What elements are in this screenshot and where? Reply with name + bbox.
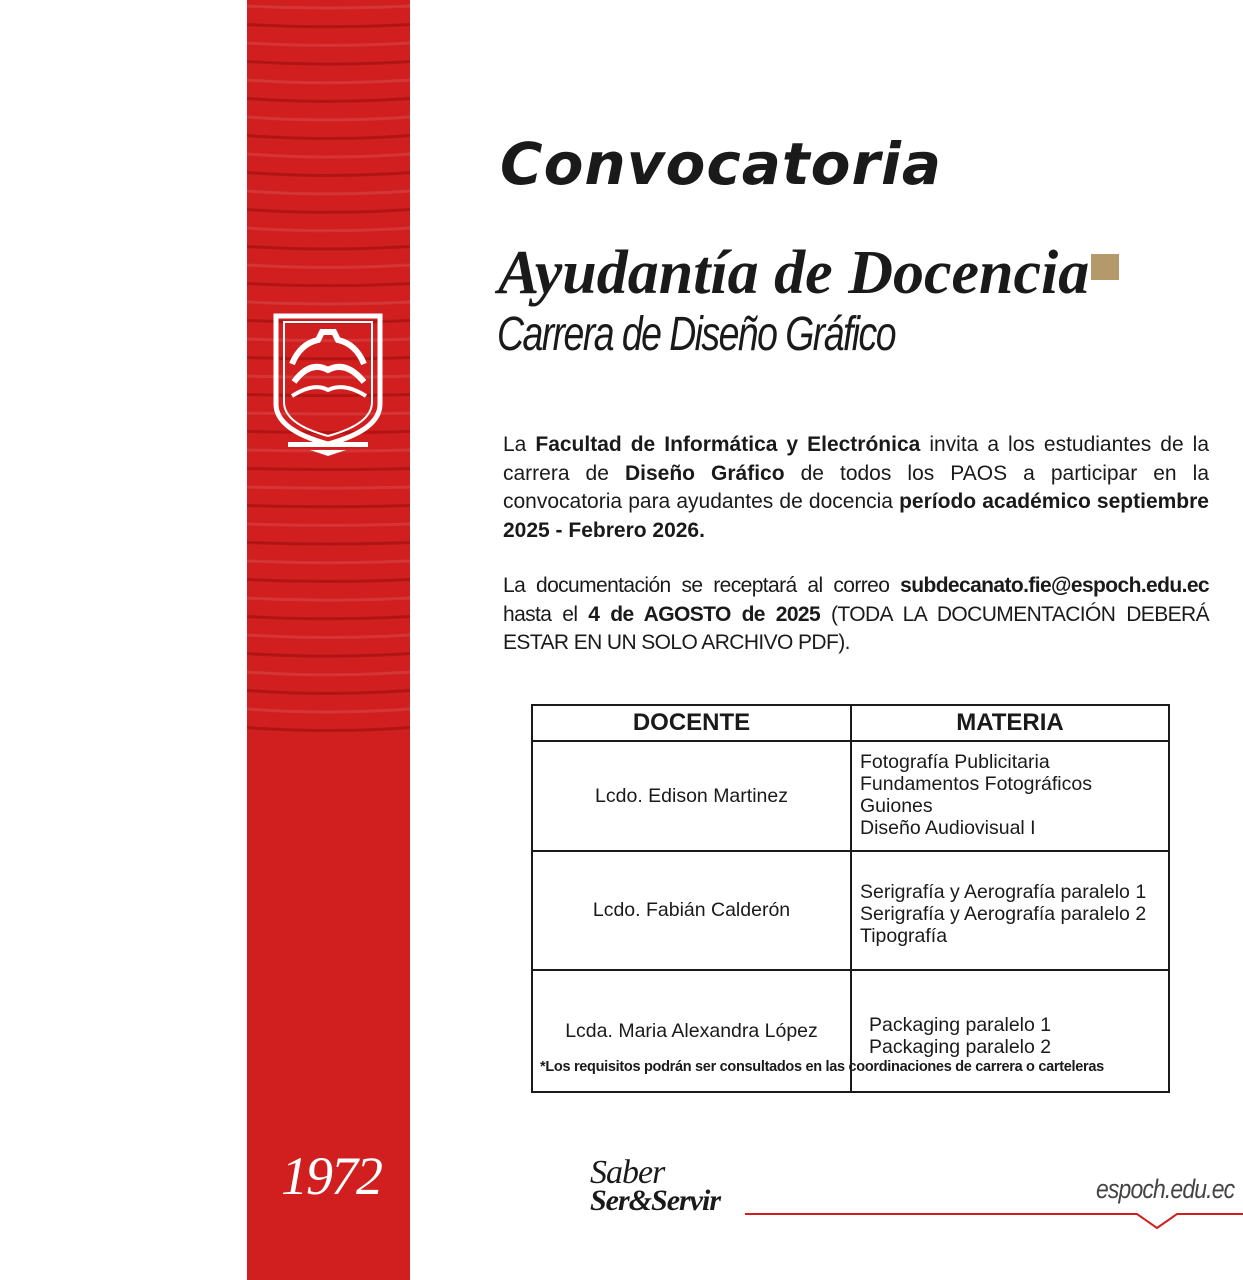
red-banner bbox=[247, 0, 410, 1280]
banner-stripe bbox=[247, 672, 410, 675]
banner-stripe bbox=[247, 228, 410, 231]
text-run: hasta el bbox=[503, 602, 589, 626]
banner-stripe bbox=[247, 302, 410, 304]
subject-item: Packaging paralelo 1 bbox=[869, 1014, 1052, 1036]
career-name: Carrera de Diseño Gráfico bbox=[497, 308, 895, 361]
banner-stripe bbox=[247, 25, 410, 27]
column-header-docente: DOCENTE bbox=[532, 705, 851, 741]
banner-stripe bbox=[247, 284, 410, 286]
page-title: Convocatoria bbox=[500, 130, 943, 198]
banner-stripe bbox=[247, 173, 410, 176]
subject-item: Packaging paralelo 2 bbox=[869, 1036, 1052, 1058]
banner-stripe bbox=[247, 561, 410, 563]
banner-stripe bbox=[247, 728, 410, 731]
banner-stripe bbox=[247, 691, 410, 694]
banner-stripe bbox=[247, 654, 410, 657]
bold-text-run: Facultad de Informática y Electrónica bbox=[535, 433, 921, 456]
banner-stripe bbox=[247, 210, 410, 213]
table-row bbox=[532, 741, 1169, 851]
banner-stripe bbox=[247, 247, 410, 250]
subject-item: Fotografía Publicitaria bbox=[860, 751, 1050, 773]
subject-item: Guiones bbox=[860, 795, 933, 817]
text-run: (TODA LA DOCUMENTACIÓN DEBERÁ ESTAR EN UN SOLO ARCHIVO PDF). bbox=[503, 602, 1209, 654]
banner-stripe bbox=[247, 80, 410, 83]
bold-text-run: Diseño Gráfico bbox=[624, 461, 785, 485]
teacher-cell: Lcdo. Edison Martinez bbox=[532, 741, 851, 851]
website-link[interactable]: espoch.edu.ec bbox=[1096, 1174, 1235, 1204]
program-title: Ayudantía de Docencia bbox=[498, 239, 1090, 307]
banner-stripe bbox=[247, 154, 410, 157]
banner-stripe bbox=[247, 709, 410, 712]
banner-stripe bbox=[247, 99, 410, 102]
institutional-slogan bbox=[590, 1154, 721, 1217]
banner-stripe bbox=[247, 62, 410, 65]
documentation-paragraph bbox=[503, 572, 1209, 658]
bold-text-run: subdecanato.fie@espoch.edu.ec bbox=[900, 574, 1209, 597]
banner-stripe bbox=[247, 136, 410, 139]
banner-stripe bbox=[247, 635, 410, 637]
banner-stripe bbox=[247, 543, 410, 545]
invitation-paragraph bbox=[503, 431, 1209, 545]
banner-stripe bbox=[247, 469, 410, 470]
banner-stripe bbox=[247, 487, 410, 488]
text-run: invita a los estudiantes de la carrera de bbox=[503, 433, 1210, 485]
university-crest-icon bbox=[270, 312, 386, 458]
slogan-line-2: Ser&Servir bbox=[590, 1184, 721, 1217]
text-run: de todos los PAOS a participar en la convocatoria para ayudantes de docencia bbox=[503, 461, 1209, 513]
subjects-cell bbox=[851, 851, 1169, 970]
assignments-table bbox=[531, 704, 1170, 1093]
subject-item: Serigrafía y Aerografía paralelo 1 bbox=[860, 881, 1147, 903]
subject-item: Fundamentos Fotográficos bbox=[860, 773, 1092, 795]
text-run: La documentación se receptará al correo bbox=[503, 574, 901, 597]
banner-stripe bbox=[247, 598, 410, 600]
bold-text-run: período académico septiembre 2025 - Febrero 2026. bbox=[503, 490, 1209, 542]
banner-stripe bbox=[247, 191, 410, 194]
requirements-note: *Los requisitos podrán ser consultados en las coordinaciones de carrera o carteleras bbox=[540, 1059, 1104, 1075]
bold-text-run: 4 de AGOSTO de 2025 bbox=[588, 602, 821, 626]
banner-stripe bbox=[247, 6, 410, 8]
footer-divider bbox=[745, 1204, 1243, 1234]
banner-stripe bbox=[247, 580, 410, 582]
table-header-row bbox=[532, 705, 1169, 741]
column-header-materia: MATERIA bbox=[851, 705, 1169, 741]
gold-accent-square bbox=[1091, 254, 1119, 280]
subject-item: Diseño Audiovisual I bbox=[860, 817, 1036, 839]
slogan-line-1: Saber bbox=[590, 1154, 665, 1191]
table-row bbox=[532, 851, 1169, 970]
banner-stripe bbox=[247, 524, 410, 525]
banner-stripe bbox=[247, 265, 410, 267]
text-run: La bbox=[503, 433, 536, 456]
teacher-cell: Lcda. Maria Alexandra López bbox=[532, 970, 851, 1092]
banner-stripe bbox=[247, 617, 410, 619]
founding-year: 1972 bbox=[281, 1146, 381, 1206]
subject-item: Tipografía bbox=[860, 925, 948, 947]
banner-stripe bbox=[247, 117, 410, 120]
subject-item: Serigrafía y Aerografía paralelo 2 bbox=[860, 903, 1147, 925]
banner-stripe bbox=[247, 43, 410, 45]
banner-stripe bbox=[247, 506, 410, 507]
teacher-cell: Lcdo. Fabián Calderón bbox=[532, 851, 851, 970]
subjects-cell bbox=[851, 741, 1169, 851]
